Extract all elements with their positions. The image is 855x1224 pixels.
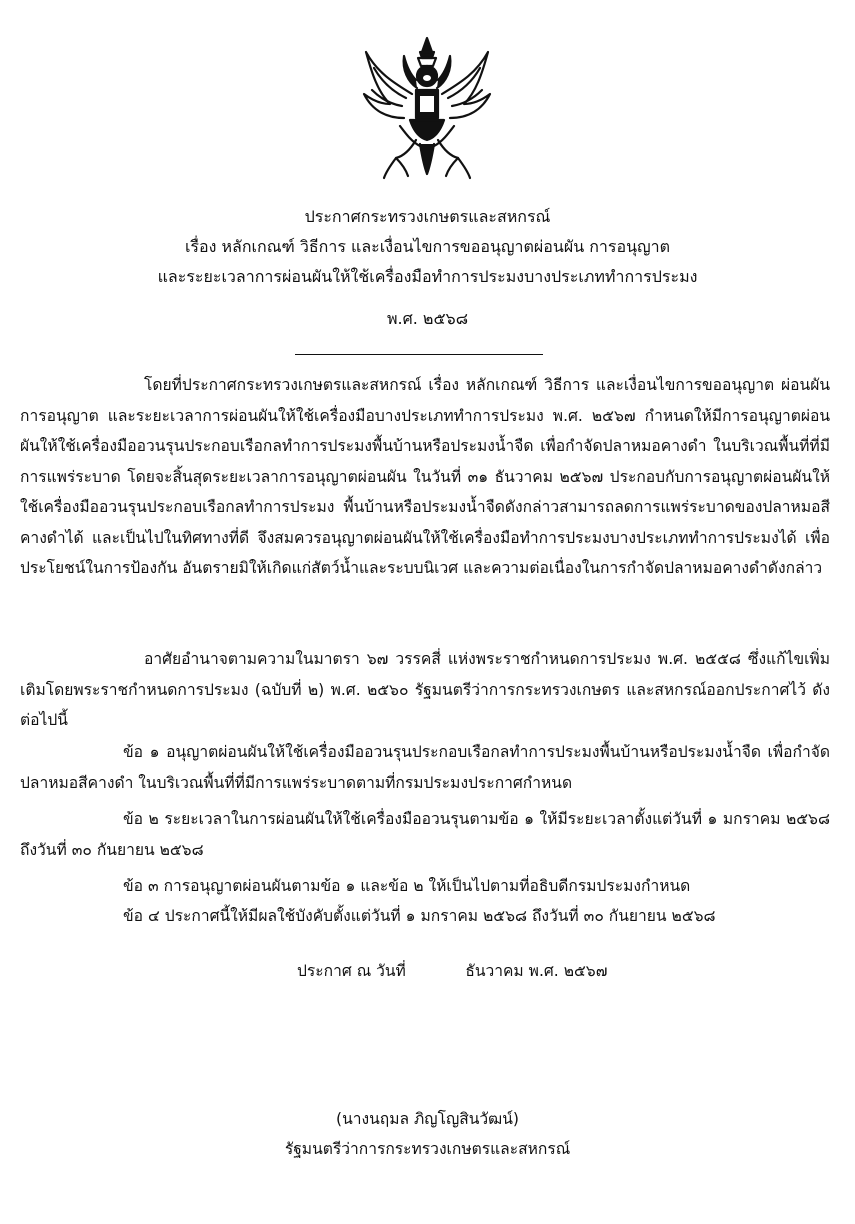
- signatory-title: รัฐมนตรีว่าการกระทรวงเกษตรและสหกรณ์: [284, 1140, 571, 1158]
- announcement-date: [297, 956, 607, 986]
- clause-3: ข้อ ๓ การอนุญาตผ่อนผันตามข้อ ๑ และข้อ ๒ ให้เป็นไปตามที่อธิบดีกรมประมงกำหนด: [123, 877, 691, 895]
- notice-title: ประกาศกระทรวงเกษตรและสหกรณ์: [304, 207, 551, 226]
- signatory-name: (นางนฤมล ภิญโญสินวัฒน์): [336, 1110, 519, 1128]
- date-suffix: ธันวาคม พ.ศ. ๒๕๖๗: [465, 962, 608, 980]
- date-prefix: ประกาศ ณ วันที่: [297, 962, 406, 980]
- title-divider: [295, 354, 543, 355]
- notice-year: พ.ศ. ๒๕๖๘: [386, 309, 469, 328]
- garuda-emblem-icon: [360, 34, 494, 182]
- notice-subject-line-1: เรื่อง หลักเกณฑ์ วิธีการ และเงื่อนไขการขออนุญาตผ่อนผัน การอนุญาต: [184, 237, 671, 256]
- authority-paragraph: อาศัยอำนาจตามความในมาตรา ๖๗ วรรคสี่ แห่งพระราชกำหนดการประมง พ.ศ. ๒๕๕๘ ซึ่งแก้ไขเพิ่มเติมโดยพระราชกำหนดการประมง (ฉบับที่ ๒) พ.ศ. ๒๕๖๐ รัฐมนตรีว่าการกระทรวงเกษตร และสหกรณ์ออกประกาศไว้ ดังต่อไปนี้: [20, 650, 830, 729]
- notice-subject-line-2: และระยะเวลาการผ่อนผันให้ใช้เครื่องมือทำการประมงบางประเภททำการประมง: [157, 267, 698, 286]
- clause-1: ข้อ ๑ อนุญาตผ่อนผันให้ใช้เครื่องมืออวนรุนประกอบเรือกลทำการประมงพื้นบ้านหรือประมงน้ำจืด เพื่อกำจัดปลาหมอสีคางดำ ในบริเวณพื้นที่ที่มีการแพร่ระบาดตามที่กรมประมงประกาศกำหนด: [20, 743, 830, 792]
- preamble-paragraph: โดยที่ประกาศกระทรวงเกษตรและสหกรณ์ เรื่อง หลักเกณฑ์ วิธีการ และเงื่อนไขการขออนุญาต ผ่อนผัน การอนุญาต และระยะเวลาการผ่อนผันให้ใช้เครื่องมือบางประเภททำการประมง พ.ศ. ๒๕๖๗ กำหนดให้มีการอนุญาตผ่อนผันให้ใช้เครื่องมืออวนรุนประกอบเรือกลทำการประมงพื้นบ้านหรือประมงน้ำจืด เพื่อกำจัดปลาหมอคางดำ ในบริเวณพื้นที่ที่มีการแพร่ระบาด โดยจะสิ้นสุดระยะเวลาการอนุญาตผ่อนผัน ในวันที่ ๓๑ ธันวาคม ๒๕๖๗ ประกอบกับการอนุญาตผ่อนผันให้ใช้เครื่องมืออวนรุนประกอบเรือกลทำการประมง พื้นบ้านหรือประมงน้ำจืดดังกล่าวสามารถลดการแพร่ระบาดของปลาหมอสีคางดำได้ และเป็นไปในทิศทางที่ดี จึงสมควรอนุญาตผ่อนผันให้ใช้เครื่องมือทำการประมงบางประเภททำการประมงได้ เพื่อประโยชน์ในการป้องกัน อันตรายมิให้เกิดแก่สัตว์น้ำและระบบนิเวศ และความต่อเนื่องในการกำจัดปลาหมอคางดำดังกล่าว: [20, 376, 830, 577]
- clause-4: ข้อ ๔ ประกาศนี้ให้มีผลใช้บังคับตั้งแต่วันที่ ๑ มกราคม ๒๕๖๘ ถึงวันที่ ๓๐ กันยายน ๒๕๖๘: [123, 907, 716, 925]
- clause-2: ข้อ ๒ ระยะเวลาในการผ่อนผันให้ใช้เครื่องมืออวนรุนตามข้อ ๑ ให้มีระยะเวลาตั้งแต่วันที่ ๑ มกราคม ๒๕๖๘ ถึงวันที่ ๓๐ กันยายน ๒๕๖๘: [20, 810, 830, 859]
